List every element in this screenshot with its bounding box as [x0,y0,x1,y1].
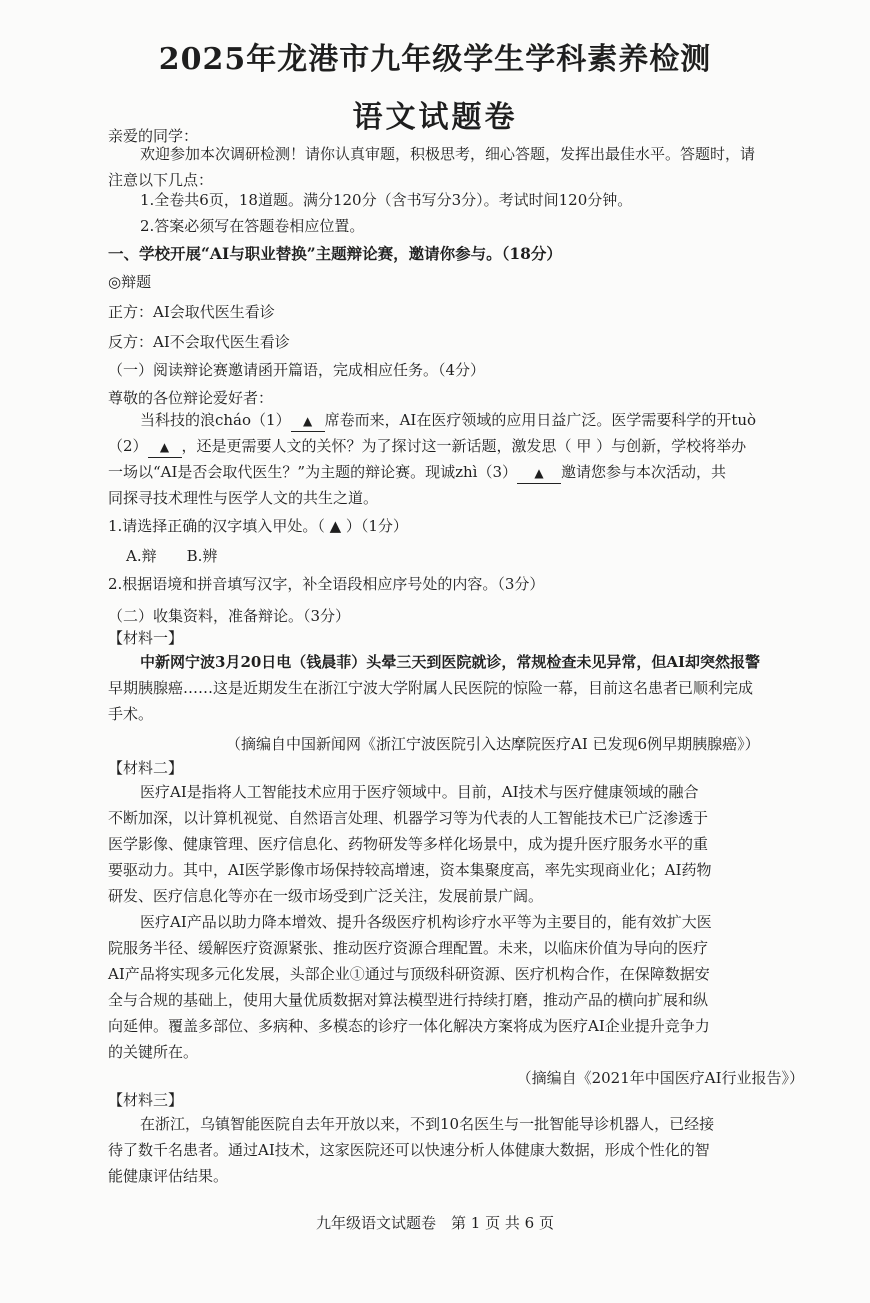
material-2-line: 院服务半径、缓解医疗资源紧张、推动医疗资源合理配置。未来，以临床价值为导向的医疗 [108,939,709,957]
material-1-line: 中新网宁波3月20日电（钱晨菲）头晕三天到医院就诊，常规检查未见异常，但AI却突然报警 [140,653,760,671]
section-heading: 一、学校开展“AI与职业替换”主题辩论赛，邀请你参与。（18分） [108,244,562,263]
con-side: 反方：AI不会取代医生看诊 [108,333,290,351]
page-footer: 九年级语文试题卷 第 1 页 共 6 页 [316,1214,554,1232]
material-2-line: 全与合规的基础上，使用大量优质数据对算法模型进行持续打磨，推动产品的横向扩展和纵 [108,991,709,1009]
material-1-line: 早期胰腺癌……这是近期发生在浙江宁波大学附属人民医院的惊险一幕，目前这名患者已顺利完成 [108,679,754,697]
answer-blank-3: ▲ [517,462,561,484]
question-1-options: A.辩 B.辨 [126,547,218,565]
intro-line: 1.全卷共6页，18道题。满分120分（含书写分3分）。考试时间120分钟。 [140,191,633,209]
material-2-line: AI产品将实现多元化发展，头部企业①通过与顶级科研资源、医疗机构合作，在保障数据安 [108,965,710,983]
material-2-line: 研发、医疗信息化等亦在一级市场受到广泛关注，发展前景广阔。 [108,887,544,905]
pro-side: 正方：AI会取代医生看诊 [108,303,275,321]
debate-topic-label: ◎辩题 [108,273,152,291]
part1-heading: （一）阅读辩论赛邀请函开篇语，完成相应任务。（4分） [108,361,486,379]
material-2-line: 医疗AI是指将人工智能技术应用于医疗领域中。目前，AI技术与医疗健康领域的融合 [140,783,699,801]
material-1-source: （摘编自中国新闻网《浙江宁波医院引入达摩院医疗AI 已发现6例早期胰腺癌》） [226,735,760,753]
material-2-line: 医学影像、健康管理、医疗信息化、药物研发等多样化场景中，成为提升医疗服务水平的重 [108,835,709,853]
letter-line: （2） ▲ ，还是更需要人文的关怀？为了探讨这一新话题，激发思（ 甲 ）与创新，学校将举办 [108,436,808,458]
material-1-label: 【材料一】 [108,629,184,647]
material-3-line: 能健康评估结果。 [108,1167,229,1185]
material-2-line: 的关键所在。 [108,1043,199,1061]
material-3-label: 【材料三】 [108,1091,184,1109]
material-2-source: （摘编自《2021年中国医疗AI行业报告》） [516,1069,804,1087]
answer-blank-1: ▲ [291,410,325,432]
part2-heading: （二）收集资料，准备辩论。（3分） [108,607,351,625]
material-2-line: 要驱动力。其中，AI医学影像市场保持较高增速，资本集聚度高，率先实现商业化；AI药物 [108,861,712,879]
material-1-line: 手术。 [108,705,154,723]
intro-line: 2.答案必须写在答题卷相应位置。 [140,217,365,235]
letter-line: 一场以“AI是否会取代医生？”为主题的辩论赛。现诚zhì（3） ▲ 邀请您参与本次活动，共 [108,462,808,484]
material-3-line: 在浙江，乌镇智能医院自去年开放以来，不到10名医生与一批智能导诊机器人，已经接 [140,1115,715,1133]
question-2: 2.根据语境和拼音填写汉字，补全语段相应序号处的内容。（3分） [108,575,545,593]
material-2-line: 不断加深，以计算机视觉、自然语言处理、机器学习等为代表的人工智能技术已广泛渗透于 [108,809,709,827]
letter-salutation: 尊敬的各位辩论爱好者： [108,389,274,407]
letter-line: 当科技的浪cháo（1） ▲ 席卷而来，AI在医疗领域的应用日益广泛。医学需要科学的开tuò [140,410,840,432]
material-2-line: 医疗AI产品以助力降本增效、提升各级医疗机构诊疗水平等为主要目的，能有效扩大医 [140,913,712,931]
material-2-label: 【材料二】 [108,759,184,777]
intro-line: 注意以下几点： [108,171,214,189]
material-2-line: 向延伸。覆盖多部位、多病种、多模态的诊疗一体化解决方案将成为医疗AI企业提升竞争力 [108,1017,710,1035]
answer-blank-2: ▲ [148,436,182,458]
exam-subtitle: 语文试题卷 [352,100,518,135]
intro-line: 欢迎参加本次调研检测！请你认真审题，积极思考，细心答题，发挥出最佳水平。答题时，请 [140,145,756,163]
exam-title: 2025年龙港市九年级学生学科素养检测 [158,42,712,77]
greeting: 亲爱的同学： [108,127,199,145]
question-1: 1.请选择正确的汉字填入甲处。（ ▲ ）（1分） [108,517,408,535]
letter-line: 同探寻技术理性与医学人文的共生之道。 [108,489,379,507]
material-3-line: 待了数千名患者。通过AI技术，这家医院还可以快速分析人体健康大数据，形成个性化的智 [108,1141,710,1159]
